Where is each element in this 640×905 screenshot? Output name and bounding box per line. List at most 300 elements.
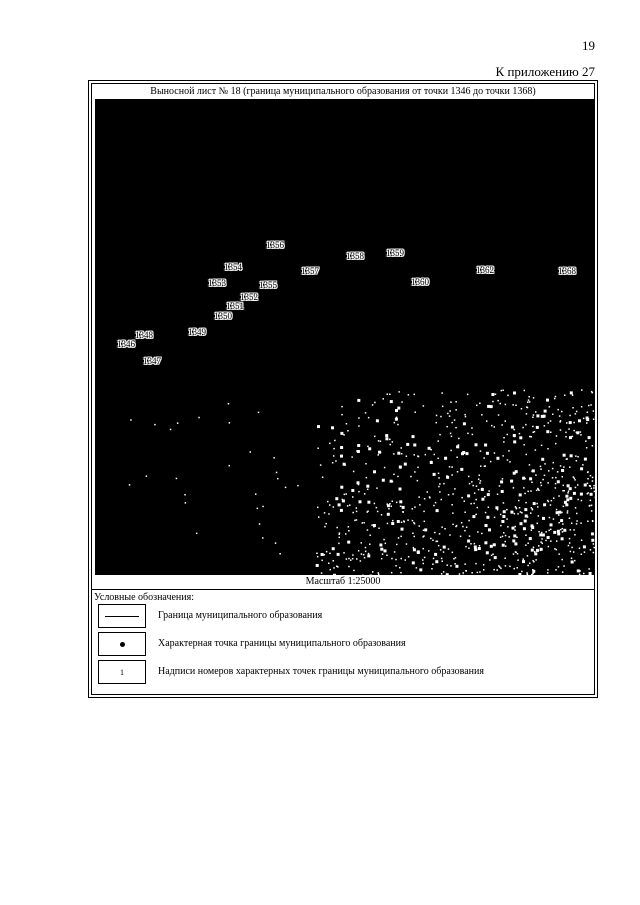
terrain-speck — [502, 536, 504, 538]
terrain-speck — [440, 549, 442, 551]
terrain-speck — [498, 565, 500, 567]
terrain-speck — [534, 552, 537, 555]
terrain-speck — [262, 537, 264, 539]
terrain-speck — [576, 411, 578, 413]
terrain-speck — [391, 572, 393, 574]
terrain-speck — [524, 390, 526, 392]
terrain-speck — [373, 470, 376, 473]
terrain-speck — [563, 466, 565, 468]
terrain-speck — [478, 489, 480, 491]
terrain-speck — [451, 422, 453, 424]
terrain-speck — [450, 401, 452, 403]
terrain-speck — [502, 544, 505, 547]
terrain-speck — [558, 495, 560, 497]
legend-item-point — [98, 632, 588, 656]
terrain-speck — [498, 414, 500, 416]
terrain-speck — [522, 427, 524, 429]
terrain-speck — [569, 538, 571, 540]
terrain-speck — [339, 534, 341, 536]
terrain-speck — [361, 542, 363, 544]
terrain-speck — [514, 529, 516, 531]
terrain-speck — [487, 405, 490, 408]
terrain-speck — [550, 529, 552, 531]
terrain-speck — [550, 523, 553, 526]
terrain-speck — [532, 570, 535, 573]
terrain-speck — [356, 511, 358, 512]
terrain-speck — [563, 454, 566, 457]
terrain-speck — [527, 555, 529, 557]
terrain-speck — [580, 431, 582, 433]
terrain-speck — [494, 517, 496, 519]
terrain-speck — [417, 480, 419, 482]
terrain-speck — [364, 557, 366, 559]
terrain-speck — [575, 413, 577, 415]
terrain-speck — [392, 441, 394, 443]
terrain-speck — [502, 390, 504, 392]
terrain-speck — [382, 479, 385, 482]
terrain-speck — [524, 478, 526, 480]
terrain-speck — [433, 473, 436, 476]
terrain-speck — [381, 514, 383, 516]
terrain-speck — [454, 488, 456, 490]
terrain-speck — [557, 532, 560, 535]
terrain-speck — [467, 494, 470, 497]
terrain-speck — [357, 450, 360, 453]
terrain-speck — [366, 477, 368, 479]
terrain-speck — [451, 466, 453, 468]
terrain-speck — [512, 539, 515, 542]
terrain-speck — [439, 491, 441, 493]
terrain-speck — [328, 563, 330, 565]
terrain-speck — [546, 399, 549, 402]
terrain-speck — [337, 566, 339, 568]
terrain-speck — [594, 491, 595, 493]
terrain-speck — [395, 565, 397, 567]
terrain-speck — [531, 549, 534, 552]
terrain-speck — [341, 414, 343, 416]
terrain-speck — [520, 511, 522, 513]
terrain-speck — [170, 429, 172, 431]
terrain-speck — [449, 410, 451, 412]
terrain-speck — [519, 433, 521, 435]
terrain-speck — [154, 424, 156, 426]
terrain-speck — [503, 437, 505, 439]
map-image — [95, 99, 595, 575]
terrain-speck — [593, 543, 595, 545]
terrain-speck — [383, 539, 385, 541]
terrain-speck — [547, 536, 550, 539]
terrain-speck — [510, 480, 513, 483]
terrain-speck — [553, 518, 555, 520]
terrain-speck — [473, 503, 475, 505]
terrain-speck — [328, 513, 330, 515]
terrain-speck — [501, 490, 504, 493]
terrain-speck — [391, 558, 393, 560]
terrain-speck — [535, 474, 537, 476]
terrain-speck — [563, 565, 565, 567]
terrain-speck — [438, 486, 440, 488]
terrain-speck — [438, 440, 440, 442]
terrain-speck — [472, 485, 474, 487]
terrain-speck — [500, 480, 503, 483]
terrain-speck — [556, 509, 558, 511]
terrain-speck — [458, 444, 460, 446]
terrain-speck — [568, 428, 570, 430]
terrain-speck — [413, 444, 416, 447]
terrain-speck — [471, 481, 473, 483]
terrain-speck — [573, 529, 575, 531]
terrain-speck — [590, 404, 592, 406]
terrain-speck — [455, 401, 457, 403]
terrain-speck — [488, 490, 490, 492]
terrain-speck — [455, 526, 457, 528]
terrain-speck — [439, 533, 441, 535]
terrain-speck — [586, 417, 589, 420]
terrain-speck — [484, 541, 487, 544]
terrain-speck — [324, 554, 326, 556]
terrain-speck — [557, 471, 559, 473]
terrain-speck — [401, 558, 403, 560]
terrain-speck — [581, 389, 583, 391]
terrain-speck — [561, 512, 563, 514]
terrain-speck — [590, 475, 592, 477]
terrain-speck — [576, 520, 578, 522]
terrain-speck — [589, 505, 591, 507]
terrain-speck — [346, 423, 348, 425]
terrain-speck — [570, 454, 573, 457]
terrain-speck — [390, 400, 393, 403]
point-label-1352: 1352 — [240, 292, 258, 302]
terrain-speck — [556, 435, 558, 437]
terrain-speck — [446, 475, 448, 477]
terrain-speck — [321, 553, 324, 556]
terrain-speck — [550, 420, 552, 422]
terrain-speck — [399, 488, 402, 491]
terrain-speck — [531, 524, 534, 527]
terrain-speck — [371, 524, 373, 526]
terrain-speck — [557, 530, 560, 533]
terrain-speck — [399, 567, 401, 569]
terrain-speck — [451, 436, 453, 438]
terrain-speck — [515, 507, 517, 509]
terrain-speck — [495, 394, 497, 396]
legend-symbol-label — [98, 660, 146, 684]
terrain-speck — [391, 506, 393, 508]
point-label-1359: 1359 — [386, 248, 404, 258]
terrain-speck — [483, 569, 485, 571]
terrain-speck — [367, 554, 370, 557]
terrain-speck — [555, 396, 557, 398]
terrain-speck — [577, 499, 579, 501]
terrain-speck — [452, 512, 454, 514]
terrain-speck — [469, 483, 471, 485]
terrain-speck — [392, 481, 394, 483]
point-label-1362: 1362 — [476, 265, 494, 275]
point-label-1348: 1348 — [135, 330, 153, 340]
terrain-speck — [507, 459, 509, 461]
terrain-speck — [581, 500, 583, 502]
terrain-speck — [557, 480, 560, 483]
terrain-speck — [316, 564, 319, 567]
terrain-speck — [470, 503, 472, 505]
terrain-speck — [558, 566, 560, 568]
terrain-speck — [347, 505, 349, 507]
terrain-speck — [424, 557, 426, 559]
map-sheet-inner-frame — [91, 83, 595, 695]
terrain-speck — [502, 455, 504, 457]
terrain-texture — [95, 99, 595, 575]
terrain-speck — [571, 558, 573, 560]
terrain-speck — [540, 548, 543, 551]
terrain-speck — [521, 408, 523, 410]
terrain-speck — [507, 395, 509, 397]
terrain-speck — [526, 454, 528, 456]
terrain-speck — [587, 412, 589, 414]
terrain-speck — [463, 422, 466, 425]
terrain-speck — [358, 550, 360, 552]
terrain-speck — [525, 424, 527, 426]
terrain-speck — [553, 497, 555, 499]
terrain-speck — [402, 506, 405, 509]
terrain-speck — [577, 569, 580, 572]
terrain-speck — [340, 455, 343, 458]
terrain-speck — [486, 420, 488, 422]
terrain-speck — [456, 457, 458, 459]
terrain-speck — [468, 476, 470, 478]
terrain-speck — [542, 534, 545, 537]
terrain-speck — [401, 447, 403, 449]
terrain-speck — [540, 466, 542, 468]
terrain-speck — [548, 422, 550, 424]
terrain-speck — [472, 515, 475, 518]
terrain-speck — [497, 400, 499, 402]
terrain-speck — [567, 512, 569, 514]
terrain-speck — [565, 436, 567, 438]
legend-item-boundary — [98, 604, 588, 628]
terrain-speck — [562, 571, 564, 573]
terrain-speck — [346, 558, 348, 560]
terrain-speck — [363, 522, 365, 524]
terrain-speck — [575, 487, 577, 489]
terrain-speck — [505, 535, 507, 537]
terrain-speck — [365, 547, 367, 549]
terrain-speck — [351, 489, 354, 492]
legend-text-point: Характерная точка границы муниципального образования — [158, 638, 406, 649]
terrain-speck — [348, 558, 350, 560]
terrain-speck — [584, 551, 586, 553]
terrain-speck — [366, 485, 369, 488]
terrain-speck — [397, 407, 400, 410]
terrain-speck — [352, 558, 354, 560]
terrain-speck — [337, 553, 340, 556]
terrain-speck — [414, 536, 416, 538]
terrain-speck — [486, 452, 489, 455]
terrain-speck — [400, 572, 402, 574]
terrain-speck — [529, 563, 531, 565]
terrain-speck — [442, 406, 444, 408]
terrain-speck — [535, 411, 537, 413]
terrain-speck — [422, 559, 424, 561]
terrain-speck — [330, 569, 332, 571]
terrain-speck — [317, 425, 320, 428]
terrain-speck — [579, 548, 581, 550]
terrain-speck — [526, 572, 528, 574]
terrain-speck — [380, 452, 382, 454]
terrain-speck — [466, 570, 468, 572]
terrain-speck — [444, 457, 447, 460]
terrain-speck — [500, 403, 502, 405]
terrain-speck — [129, 484, 131, 486]
terrain-speck — [591, 532, 594, 535]
terrain-speck — [533, 414, 535, 416]
terrain-speck — [527, 565, 529, 567]
terrain-speck — [523, 444, 525, 446]
terrain-speck — [412, 435, 415, 438]
terrain-speck — [372, 571, 374, 573]
terrain-speck — [510, 511, 513, 514]
terrain-speck — [378, 440, 380, 442]
terrain-speck — [418, 496, 420, 498]
terrain-speck — [570, 529, 572, 531]
terrain-speck — [467, 433, 469, 435]
terrain-speck — [527, 516, 529, 518]
terrain-speck — [590, 500, 592, 502]
terrain-speck — [455, 565, 458, 568]
terrain-speck — [461, 452, 464, 455]
terrain-speck — [439, 483, 441, 485]
terrain-speck — [575, 507, 577, 509]
terrain-speck — [494, 452, 496, 454]
terrain-speck — [446, 426, 448, 428]
terrain-speck — [569, 436, 572, 439]
terrain-speck — [464, 563, 466, 565]
terrain-speck — [198, 417, 200, 419]
terrain-speck — [508, 536, 510, 538]
terrain-speck — [594, 547, 596, 549]
terrain-speck — [557, 409, 559, 411]
terrain-speck — [544, 475, 546, 477]
terrain-speck — [404, 521, 406, 523]
terrain-speck — [568, 545, 570, 547]
terrain-speck — [351, 456, 353, 458]
terrain-speck — [350, 559, 352, 561]
terrain-speck — [505, 565, 507, 567]
terrain-speck — [361, 553, 363, 555]
terrain-speck — [412, 508, 414, 510]
terrain-speck — [324, 512, 326, 514]
terrain-speck — [537, 523, 539, 525]
terrain-speck — [381, 558, 383, 560]
terrain-speck — [523, 487, 525, 489]
terrain-speck — [503, 502, 505, 504]
boundary-line-icon — [105, 616, 139, 617]
terrain-speck — [532, 508, 534, 510]
terrain-speck — [544, 410, 547, 413]
terrain-speck — [450, 450, 452, 452]
terrain-speck — [345, 533, 347, 535]
terrain-speck — [424, 498, 426, 500]
terrain-speck — [570, 391, 573, 394]
terrain-speck — [513, 534, 516, 537]
terrain-speck — [470, 543, 472, 545]
terrain-speck — [561, 559, 563, 561]
terrain-speck — [285, 487, 287, 489]
terrain-speck — [450, 565, 452, 567]
terrain-speck — [560, 465, 562, 467]
terrain-speck — [461, 522, 463, 524]
terrain-speck — [436, 509, 439, 512]
terrain-speck — [583, 418, 585, 420]
terrain-speck — [573, 551, 575, 553]
terrain-speck — [565, 432, 567, 434]
terrain-speck — [479, 571, 481, 573]
terrain-speck — [343, 434, 345, 436]
terrain-speck — [407, 519, 409, 521]
terrain-speck — [532, 417, 534, 419]
terrain-speck — [576, 513, 578, 515]
terrain-speck — [587, 493, 589, 495]
terrain-speck — [374, 402, 376, 404]
point-label-1368: 1368 — [558, 266, 576, 276]
terrain-speck — [460, 536, 462, 538]
terrain-speck — [369, 544, 371, 546]
terrain-speck — [513, 440, 516, 443]
terrain-speck — [418, 456, 420, 458]
terrain-speck — [367, 511, 369, 513]
terrain-speck — [146, 475, 148, 477]
terrain-speck — [535, 449, 537, 451]
terrain-speck — [505, 541, 507, 543]
terrain-speck — [417, 551, 420, 554]
terrain-speck — [500, 514, 502, 516]
terrain-speck — [529, 537, 532, 540]
terrain-speck — [560, 429, 562, 431]
terrain-speck — [533, 547, 535, 549]
terrain-speck — [406, 543, 408, 545]
terrain-speck — [387, 523, 389, 525]
terrain-speck — [380, 548, 383, 551]
terrain-speck — [502, 515, 505, 518]
terrain-speck — [432, 564, 434, 566]
terrain-speck — [572, 436, 574, 438]
terrain-speck — [417, 467, 419, 469]
terrain-speck — [516, 537, 518, 539]
terrain-speck — [387, 393, 389, 395]
terrain-speck — [478, 547, 481, 550]
terrain-speck — [399, 500, 402, 503]
terrain-speck — [567, 484, 570, 487]
terrain-speck — [593, 410, 595, 412]
terrain-speck — [440, 416, 442, 418]
terrain-speck — [460, 468, 463, 471]
terrain-speck — [584, 458, 587, 461]
terrain-speck — [360, 501, 362, 503]
terrain-speck — [464, 530, 466, 532]
terrain-speck — [592, 520, 594, 522]
terrain-speck — [546, 430, 549, 433]
terrain-speck — [586, 447, 588, 449]
terrain-speck — [340, 446, 343, 449]
terrain-speck — [536, 549, 539, 552]
terrain-speck — [541, 445, 543, 447]
terrain-speck — [469, 535, 471, 537]
terrain-speck — [476, 485, 478, 487]
terrain-speck — [329, 504, 331, 506]
terrain-speck — [391, 522, 394, 525]
terrain-speck — [333, 506, 335, 508]
terrain-speck — [448, 548, 450, 550]
terrain-speck — [317, 507, 319, 509]
